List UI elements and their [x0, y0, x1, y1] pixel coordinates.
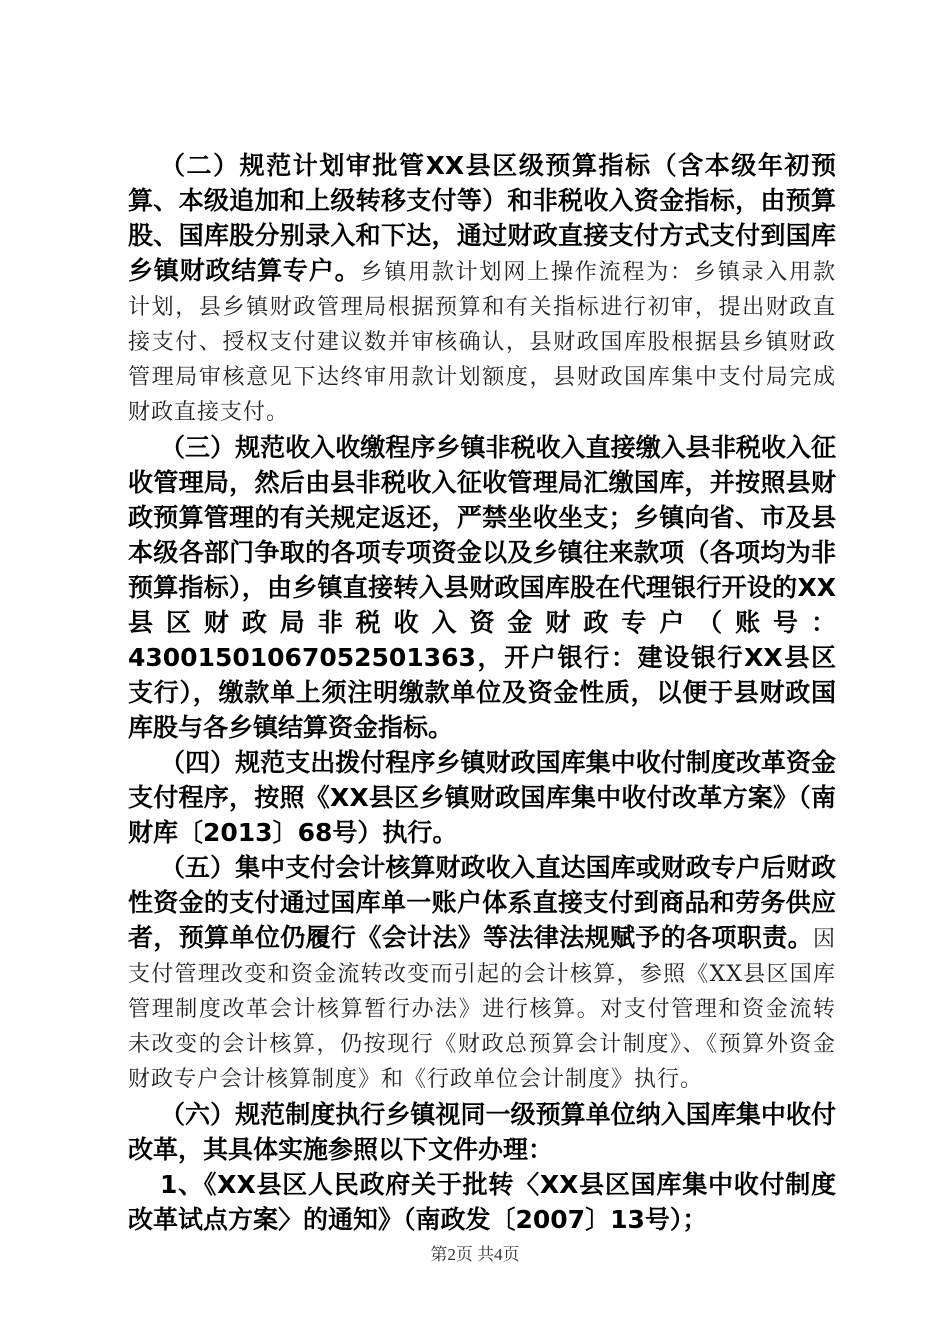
document-body [128, 148, 836, 1237]
paragraph-light-text: 因支付管理改变和资金流转改变而引起的会计核算，参照《XX县区国库管理制度改革会计核算暂行办法》进行核算。对支付管理和资金流转未改变的会计核算，仍按现行《财政总预算会计制度》、《预算外资金财政专户会计核算制度》和《行政单位会计制度》执行。 [128, 927, 836, 1092]
paragraph-accounting [128, 850, 836, 1097]
paragraph-plan-approval [128, 148, 836, 430]
paragraph-bold-text: （二）规范计划审批管XX县区级预算指标（含本级年初预算、本级追加和上级转移支付等）和非税收入资金指标，由预算股、国库股分别录入和下达，通过财政直接支付方式支付到国库乡镇财政结算专户。 [128, 151, 836, 285]
paragraph-system-execution [128, 1097, 836, 1167]
paragraph-revenue-collection [128, 430, 836, 745]
paragraph-light-text: 乡镇用款计划网上操作流程为：乡镇录入用款计划，县乡镇财政管理局根据预算和有关指标进行初审，提出财政直接支付、授权支付建议数并审核确认，县财政国库股根据县乡镇财政管理局审核意见下达终审用款计划额度，县财政国库集中支付局完成财政直接支付。 [128, 260, 836, 425]
paragraph-bold-text: 1、《XX县区人民政府关于批转〈XX县区国库集中收付制度改革试点方案〉的通知》（南政发〔2007〕13号）； [128, 1170, 836, 1234]
paragraph-bold-text: （三）规范收入收缴程序乡镇非税收入直接缴入县非税收入征收管理局，然后由县非税收入征收管理局汇缴国库，并按照县财政预算管理的有关规定返还，严禁坐收坐支；乡镇向省、市及县本级各部门争取的各项专项资金以及乡镇往来款项（各项均为非预算指标），由乡镇直接转入县财政国库股在代理银行开设的XX县区财政局非税收入资金财政专户（账号：43001501067052501363，开户银行：建设银行XX县区支行），缴款单上须注明缴款单位及资金性质，以便于县财政国库股与各乡镇结算资金指标。 [128, 433, 836, 742]
paragraph-reference-item-1 [128, 1167, 836, 1237]
page-footer: 第2页 共4页 [430, 1245, 520, 1264]
paragraph-bold-text: （六）规范制度执行乡镇视同一级预算单位纳入国库集中收付改革，其具体实施参照以下文件办理： [128, 1100, 836, 1164]
paragraph-expenditure-allocation [128, 745, 836, 850]
paragraph-bold-text: （五）集中支付会计核算财政收入直达国库或财政专户后财政性资金的支付通过国库单一账户体系直接支付到商品和劳务供应者，预算单位仍履行《会计法》等法律法规赋予的各项职责。 [128, 853, 836, 952]
paragraph-bold-text: （四）规范支出拨付程序乡镇财政国库集中收付制度改革资金支付程序，按照《XX县区乡镇财政国库集中收付改革方案》（南财库〔2013〕68号）执行。 [128, 748, 836, 847]
